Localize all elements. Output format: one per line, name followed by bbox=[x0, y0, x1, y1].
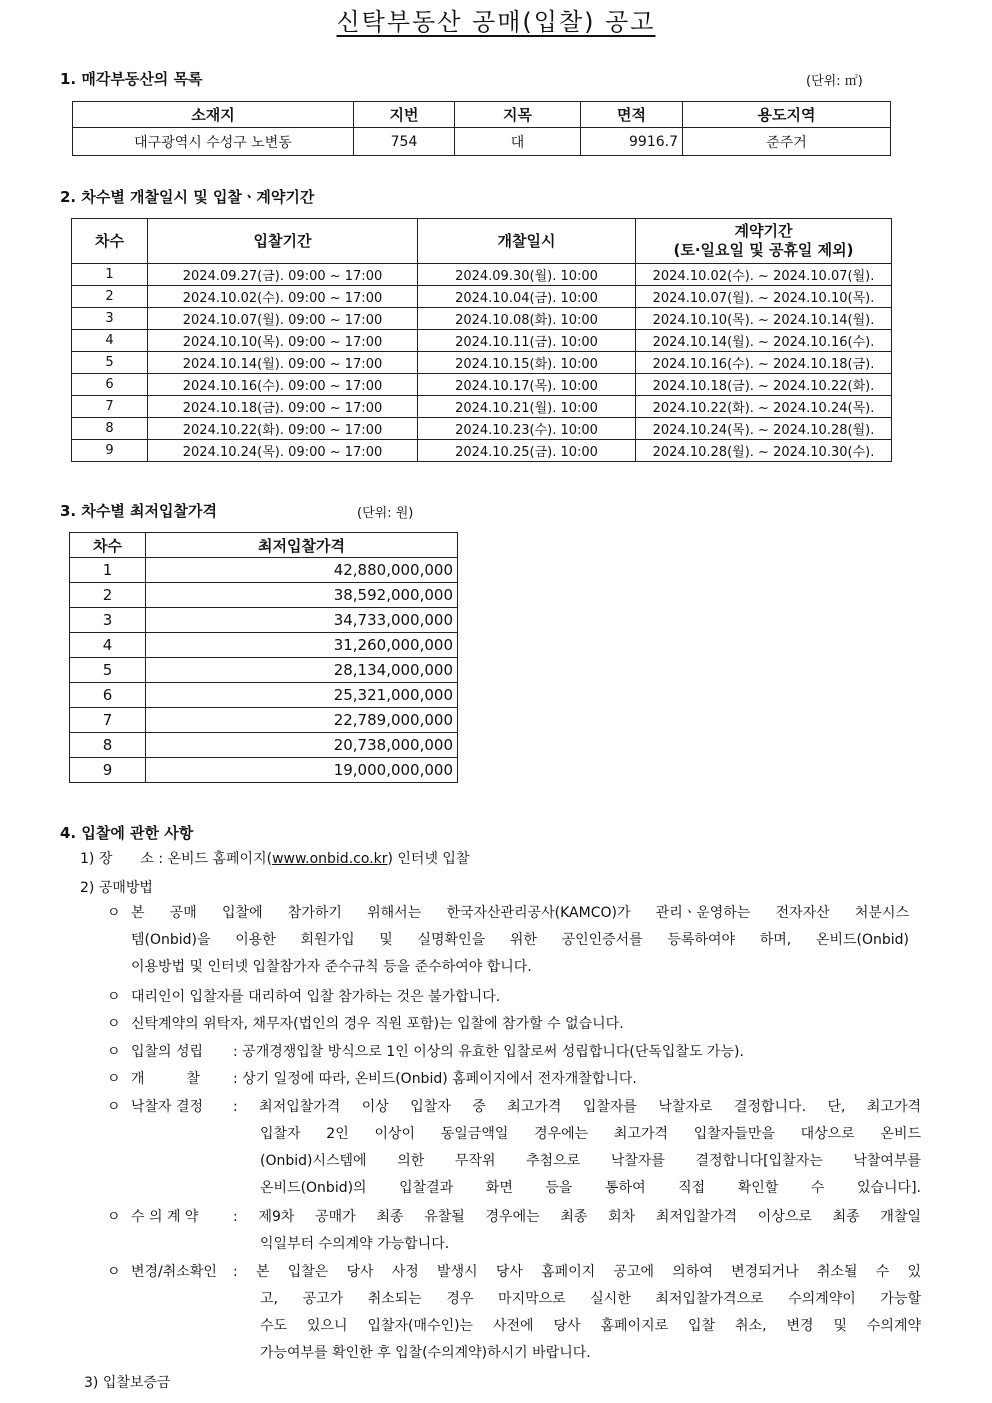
col-round: 차수 bbox=[72, 219, 148, 264]
col-area: 면적 bbox=[581, 102, 683, 128]
item-location-prefix: 1) 장 소 : 온비드 홈페이지( bbox=[80, 851, 273, 867]
item-deposit: 3) 입찰보증금 bbox=[84, 1375, 171, 1391]
bullet-8-label: 변경/취소확인 bbox=[131, 1264, 217, 1280]
text-line: 가능여부를 확인한 후 입찰(수의계약)하시기 바랍니다. bbox=[260, 1345, 591, 1361]
cell-bid-period: 2024.10.10(목). 09:00 ~ 17:00 bbox=[148, 330, 418, 352]
cell-opening-datetime: 2024.10.23(수). 10:00 bbox=[418, 418, 636, 440]
table-row bbox=[72, 396, 892, 418]
cell-round: 2 bbox=[70, 583, 146, 608]
cell-round: 7 bbox=[70, 708, 146, 733]
cell-bid-period: 2024.10.02(수). 09:00 ~ 17:00 bbox=[148, 286, 418, 308]
cell-bid-period: 2024.10.14(월). 09:00 ~ 17:00 bbox=[148, 352, 418, 374]
text-line: 수도 있으니 입찰자(매수인)는 사전에 당사 홈페이지로 입찰 취소, 변경 및 수의계약 bbox=[260, 1318, 921, 1334]
bullet: ㅇ bbox=[107, 989, 121, 1005]
cell-round: 7 bbox=[72, 396, 148, 418]
item-location-suffix: ) 인터넷 입찰 bbox=[387, 851, 470, 867]
min-price-table bbox=[69, 532, 458, 783]
cell-min-price: 34,733,000,000 bbox=[146, 608, 458, 633]
cell-opening-datetime: 2024.10.04(금). 10:00 bbox=[418, 286, 636, 308]
text-line: 입찰자 2인 이상이 동일금액일 경우에는 최고가격 입찰자들만을 대상으로 온비드 bbox=[260, 1126, 921, 1142]
cell-round: 1 bbox=[72, 264, 148, 286]
bullet-2-text: 대리인이 입찰자를 대리하여 입찰 참가하는 것은 불가합니다. bbox=[131, 989, 501, 1005]
cell-round: 6 bbox=[72, 374, 148, 396]
cell-round: 8 bbox=[70, 733, 146, 758]
cell-opening-datetime: 2024.10.25(금). 10:00 bbox=[418, 440, 636, 462]
text-line: 온비드(Onbid)의 입찰결과 화면 등을 통하여 직접 확인할 수 있습니다]. bbox=[260, 1180, 921, 1196]
section1-unit: (단위: ㎡) bbox=[806, 74, 863, 89]
col-round: 차수 bbox=[70, 533, 146, 558]
contract-period-note: (토·일요일 및 공휴일 제외) bbox=[673, 241, 854, 259]
cell-min-price: 28,134,000,000 bbox=[146, 658, 458, 683]
table-row bbox=[70, 733, 458, 758]
text-line: 고, 공고가 취소되는 경우 마지막으로 실시한 최저입찰가격으로 수의계약이 가능할 bbox=[260, 1291, 921, 1307]
cell-zoning: 준주거 bbox=[683, 128, 891, 156]
bullet-6-label: 낙찰자 결정 bbox=[131, 1099, 204, 1115]
cell-opening-datetime: 2024.10.15(화). 10:00 bbox=[418, 352, 636, 374]
cell-opening-datetime: 2024.10.17(목). 10:00 bbox=[418, 374, 636, 396]
bullet-7-text bbox=[233, 1204, 921, 1258]
cell-area: 9916.7 bbox=[581, 128, 683, 156]
cell-land-category: 대 bbox=[455, 128, 581, 156]
col-opening-datetime: 개찰일시 bbox=[418, 219, 636, 264]
bullet-7-label: 수 의 계 약 bbox=[131, 1209, 199, 1225]
table-row bbox=[72, 440, 892, 462]
cell-round: 1 bbox=[70, 558, 146, 583]
cell-min-price: 42,880,000,000 bbox=[146, 558, 458, 583]
table-row bbox=[70, 633, 458, 658]
table-row bbox=[72, 352, 892, 374]
table-row bbox=[70, 608, 458, 633]
cell-round: 2 bbox=[72, 286, 148, 308]
text-line: : 최저입찰가격 이상 입찰자 중 최고가격 입찰자를 낙찰자로 결정합니다. 단, 최고가격 bbox=[233, 1099, 921, 1115]
cell-round: 9 bbox=[70, 758, 146, 783]
table-row bbox=[72, 308, 892, 330]
col-contract-period bbox=[636, 219, 892, 264]
cell-round: 8 bbox=[72, 418, 148, 440]
cell-bid-period: 2024.10.22(화). 09:00 ~ 17:00 bbox=[148, 418, 418, 440]
section1-heading: 1. 매각부동산의 목록 bbox=[60, 70, 203, 88]
cell-opening-datetime: 2024.10.21(월). 10:00 bbox=[418, 396, 636, 418]
bullet-5-label: 개 찰 bbox=[131, 1071, 201, 1087]
table-row bbox=[70, 558, 458, 583]
table-row bbox=[70, 708, 458, 733]
cell-contract-period: 2024.10.24(목). ~ 2024.10.28(월). bbox=[636, 418, 892, 440]
text-line: 본 공매 입찰에 참가하기 위해서는 한국자산관리공사(KAMCO)가 관리ㆍ운영하는 전자자산 처분시스 bbox=[131, 905, 909, 921]
table-row bbox=[72, 286, 892, 308]
item-method: 2) 공매방법 bbox=[80, 880, 153, 896]
page-title: 신탁부동산 공매(입찰) 공고 bbox=[336, 8, 656, 36]
bullet: ㅇ bbox=[107, 1044, 121, 1060]
cell-round: 3 bbox=[70, 608, 146, 633]
bullet: ㅇ bbox=[107, 1016, 121, 1032]
cell-round: 5 bbox=[72, 352, 148, 374]
onbid-link[interactable]: www.onbid.co.kr bbox=[272, 851, 388, 867]
cell-min-price: 25,321,000,000 bbox=[146, 683, 458, 708]
cell-contract-period: 2024.10.28(월). ~ 2024.10.30(수). bbox=[636, 440, 892, 462]
text-line: (Onbid)시스템에 의한 무작위 추첨으로 낙찰자를 결정합니다[입찰자는 낙찰여부를 bbox=[260, 1153, 921, 1169]
table-row bbox=[73, 128, 891, 156]
table-row bbox=[72, 374, 892, 396]
cell-min-price: 22,789,000,000 bbox=[146, 708, 458, 733]
cell-opening-datetime: 2024.10.11(금). 10:00 bbox=[418, 330, 636, 352]
cell-round: 5 bbox=[70, 658, 146, 683]
bullet: ㅇ bbox=[107, 1071, 121, 1087]
bullet-1-text bbox=[131, 900, 909, 981]
cell-round: 3 bbox=[72, 308, 148, 330]
table-row bbox=[72, 264, 892, 286]
cell-opening-datetime: 2024.09.30(월). 10:00 bbox=[418, 264, 636, 286]
col-location: 소재지 bbox=[73, 102, 354, 128]
bullet-5-text: : 상기 일정에 따라, 온비드(Onbid) 홈페이지에서 전자개찰합니다. bbox=[233, 1071, 637, 1087]
cell-bid-period: 2024.10.24(목). 09:00 ~ 17:00 bbox=[148, 440, 418, 462]
table-row bbox=[72, 418, 892, 440]
col-lot-number: 지번 bbox=[354, 102, 455, 128]
cell-contract-period: 2024.10.02(수). ~ 2024.10.07(월). bbox=[636, 264, 892, 286]
property-table bbox=[72, 101, 891, 156]
col-land-category: 지목 bbox=[455, 102, 581, 128]
table-row bbox=[70, 583, 458, 608]
bullet-3-text: 신탁계약의 위탁자, 채무자(법인의 경우 직원 포함)는 입찰에 참가할 수 없습니다. bbox=[131, 1016, 624, 1032]
section4-heading: 4. 입찰에 관한 사항 bbox=[60, 824, 194, 842]
cell-min-price: 19,000,000,000 bbox=[146, 758, 458, 783]
text-line: : 제9차 공매가 최종 유찰될 경우에는 최종 회차 최저입찰가격 이상으로 최종 개찰일 bbox=[233, 1209, 921, 1225]
bullet: ㅇ bbox=[107, 1264, 121, 1280]
bullet: ㅇ bbox=[107, 1209, 121, 1225]
contract-period-label: 계약기간 bbox=[734, 222, 793, 240]
cell-min-price: 20,738,000,000 bbox=[146, 733, 458, 758]
cell-contract-period: 2024.10.14(월). ~ 2024.10.16(수). bbox=[636, 330, 892, 352]
cell-bid-period: 2024.09.27(금). 09:00 ~ 17:00 bbox=[148, 264, 418, 286]
cell-contract-period: 2024.10.07(월). ~ 2024.10.10(목). bbox=[636, 286, 892, 308]
col-bid-period: 입찰기간 bbox=[148, 219, 418, 264]
cell-round: 6 bbox=[70, 683, 146, 708]
cell-round: 9 bbox=[72, 440, 148, 462]
cell-contract-period: 2024.10.10(목). ~ 2024.10.14(월). bbox=[636, 308, 892, 330]
cell-min-price: 38,592,000,000 bbox=[146, 583, 458, 608]
text-line: : 본 입찰은 당사 사정 발생시 당사 홈페이지 공고에 의하여 변경되거나 취소될 수 있 bbox=[233, 1264, 921, 1280]
col-min-price: 최저입찰가격 bbox=[146, 533, 458, 558]
col-zoning: 용도지역 bbox=[683, 102, 891, 128]
cell-contract-period: 2024.10.22(화). ~ 2024.10.24(목). bbox=[636, 396, 892, 418]
table-row bbox=[72, 330, 892, 352]
cell-bid-period: 2024.10.07(월). 09:00 ~ 17:00 bbox=[148, 308, 418, 330]
section2-heading: 2. 차수별 개찰일시 및 입찰ㆍ계약기간 bbox=[60, 188, 315, 206]
cell-bid-period: 2024.10.18(금). 09:00 ~ 17:00 bbox=[148, 396, 418, 418]
section3-heading: 3. 차수별 최저입찰가격 bbox=[60, 502, 217, 520]
cell-location: 대구광역시 수성구 노변동 bbox=[73, 128, 354, 156]
table-row bbox=[70, 758, 458, 783]
bullet-6-text bbox=[233, 1094, 921, 1202]
bullet-4-text: : 공개경쟁입찰 방식으로 1인 이상의 유효한 입찰로써 성립합니다(단독입찰도 가능). bbox=[233, 1044, 744, 1060]
bullet-4-label: 입찰의 성립 bbox=[131, 1044, 204, 1060]
cell-min-price: 31,260,000,000 bbox=[146, 633, 458, 658]
table-row bbox=[70, 658, 458, 683]
item-location bbox=[80, 849, 469, 869]
section3-unit: (단위: 원) bbox=[357, 506, 414, 521]
cell-round: 4 bbox=[70, 633, 146, 658]
cell-contract-period: 2024.10.16(수). ~ 2024.10.18(금). bbox=[636, 352, 892, 374]
bullet-8-text bbox=[233, 1259, 921, 1367]
cell-round: 4 bbox=[72, 330, 148, 352]
text-line: 템(Onbid)을 이용한 회원가입 및 실명확인을 위한 공인인증서를 등록하여야 하며, 온비드(Onbid) bbox=[131, 932, 909, 948]
cell-contract-period: 2024.10.18(금). ~ 2024.10.22(화). bbox=[636, 374, 892, 396]
bullet: ㅇ bbox=[107, 905, 121, 921]
cell-opening-datetime: 2024.10.08(화). 10:00 bbox=[418, 308, 636, 330]
schedule-table bbox=[71, 218, 892, 462]
cell-lot-number: 754 bbox=[354, 128, 455, 156]
text-line: 익일부터 수의계약 가능합니다. bbox=[260, 1236, 450, 1252]
table-row bbox=[70, 683, 458, 708]
text-line: 이용방법 및 인터넷 입찰참가자 준수규칙 등을 준수하여야 합니다. bbox=[131, 959, 532, 975]
bullet: ㅇ bbox=[107, 1099, 121, 1115]
cell-bid-period: 2024.10.16(수). 09:00 ~ 17:00 bbox=[148, 374, 418, 396]
